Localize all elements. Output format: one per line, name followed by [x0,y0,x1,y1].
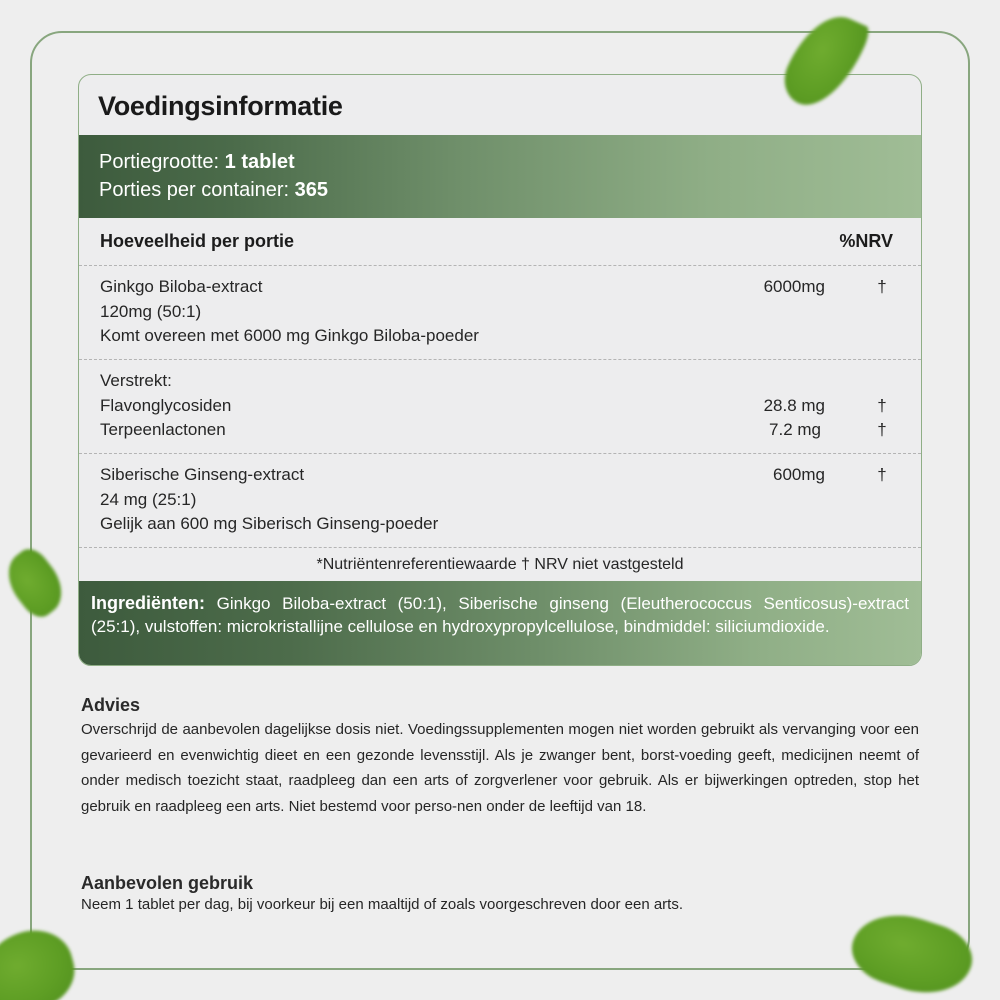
row-name: Terpeenlactonen [100,420,226,439]
row-name: Komt overeen met 6000 mg Ginkgo Biloba-poeder [100,326,479,345]
servings-per-container [99,176,921,204]
serving-size-value: 1 tablet [224,151,295,173]
serving-size [99,148,921,176]
row-name: 24 mg (25:1) [100,489,197,509]
ingredients-band [79,581,921,666]
recommended-use-text: Neem 1 tablet per dag, bij voorkeur bij een maaltijd of zoals voorgeschreven door een arts. [81,896,683,913]
table-row [100,418,921,443]
nrv-header: %NRV [839,231,893,251]
table-row [100,275,921,300]
row-name: 120mg (50:1) [100,301,202,321]
servings-per-container-value: 365 [294,179,329,201]
row-name: Gelijk aan 600 mg Siberisch Ginseng-poeder [100,514,439,533]
nrv-footnote: *Nutriëntenreferentiewaarde † NRV niet vastgesteld [316,556,684,573]
row-nrv: † [877,395,887,415]
card-title: Voedingsinformatie [98,91,343,121]
servings-per-container-label: Porties per container: [99,179,290,201]
table-section-provided [79,360,921,454]
advice-title: Advies [81,695,141,715]
ingredients-text: Ginkgo Biloba-extract (50:1), Siberische ginseng (Eleutherococcus Senticosus)-extract (25:1), vulstoffen: microkristallijne cellulose en hydroxypropylcellulose, bindmiddel: siliciumdioxide. [91,594,909,636]
table-row [100,488,921,513]
row-amount: 600mg [773,465,825,484]
row-nrv: † [877,465,887,484]
table-section-ginkgo [79,266,921,360]
table-row [100,300,921,325]
row-name: Flavonglycosiden [100,395,232,415]
ingredients-label: Ingrediënten: [91,593,206,613]
advice-section [81,695,919,819]
amount-per-serving-header: Hoeveelheid per portie [100,231,295,251]
row-name: Siberische Ginseng-extract [100,465,305,484]
serving-size-label: Portiegrootte: [99,151,220,173]
row-amount: 28.8 mg [763,395,825,415]
table-row [100,324,921,349]
table-section-ginseng [79,454,921,548]
table-row [100,394,921,419]
row-amount: 7.2 mg [769,420,821,439]
nutrition-card [78,74,922,666]
recommended-use-section [81,873,919,915]
row-amount: 6000mg [763,277,825,296]
row-name: Ginkgo Biloba-extract [100,277,263,296]
advice-text: Overschrijd de aanbevolen dagelijkse dosis niet. Voedingssupplementen mogen niet worden gebruikt als vervanging voor een gevarieerd en evenwichtig dieet en een gezonde levensstijl. Als je zwanger bent, borst-voeding geeft, medicijnen neemt of onder medisch toezicht staat, raadpleeg dan een arts of zorgverlener voor gebruik. Als er bijwerkingen optreden, stop het gebruik en raadpleeg een arts. Niet bestemd voor perso-nen onder de leeftijd van 18. [81,721,919,815]
table-header [79,218,921,266]
row-name: Verstrekt: [100,371,172,390]
row-nrv: † [877,277,887,296]
table-row [100,512,921,537]
table-row [100,463,921,488]
serving-info-band [79,135,921,218]
row-nrv: † [877,420,887,439]
table-row [100,369,921,394]
recommended-use-title: Aanbevolen gebruik [81,873,254,893]
